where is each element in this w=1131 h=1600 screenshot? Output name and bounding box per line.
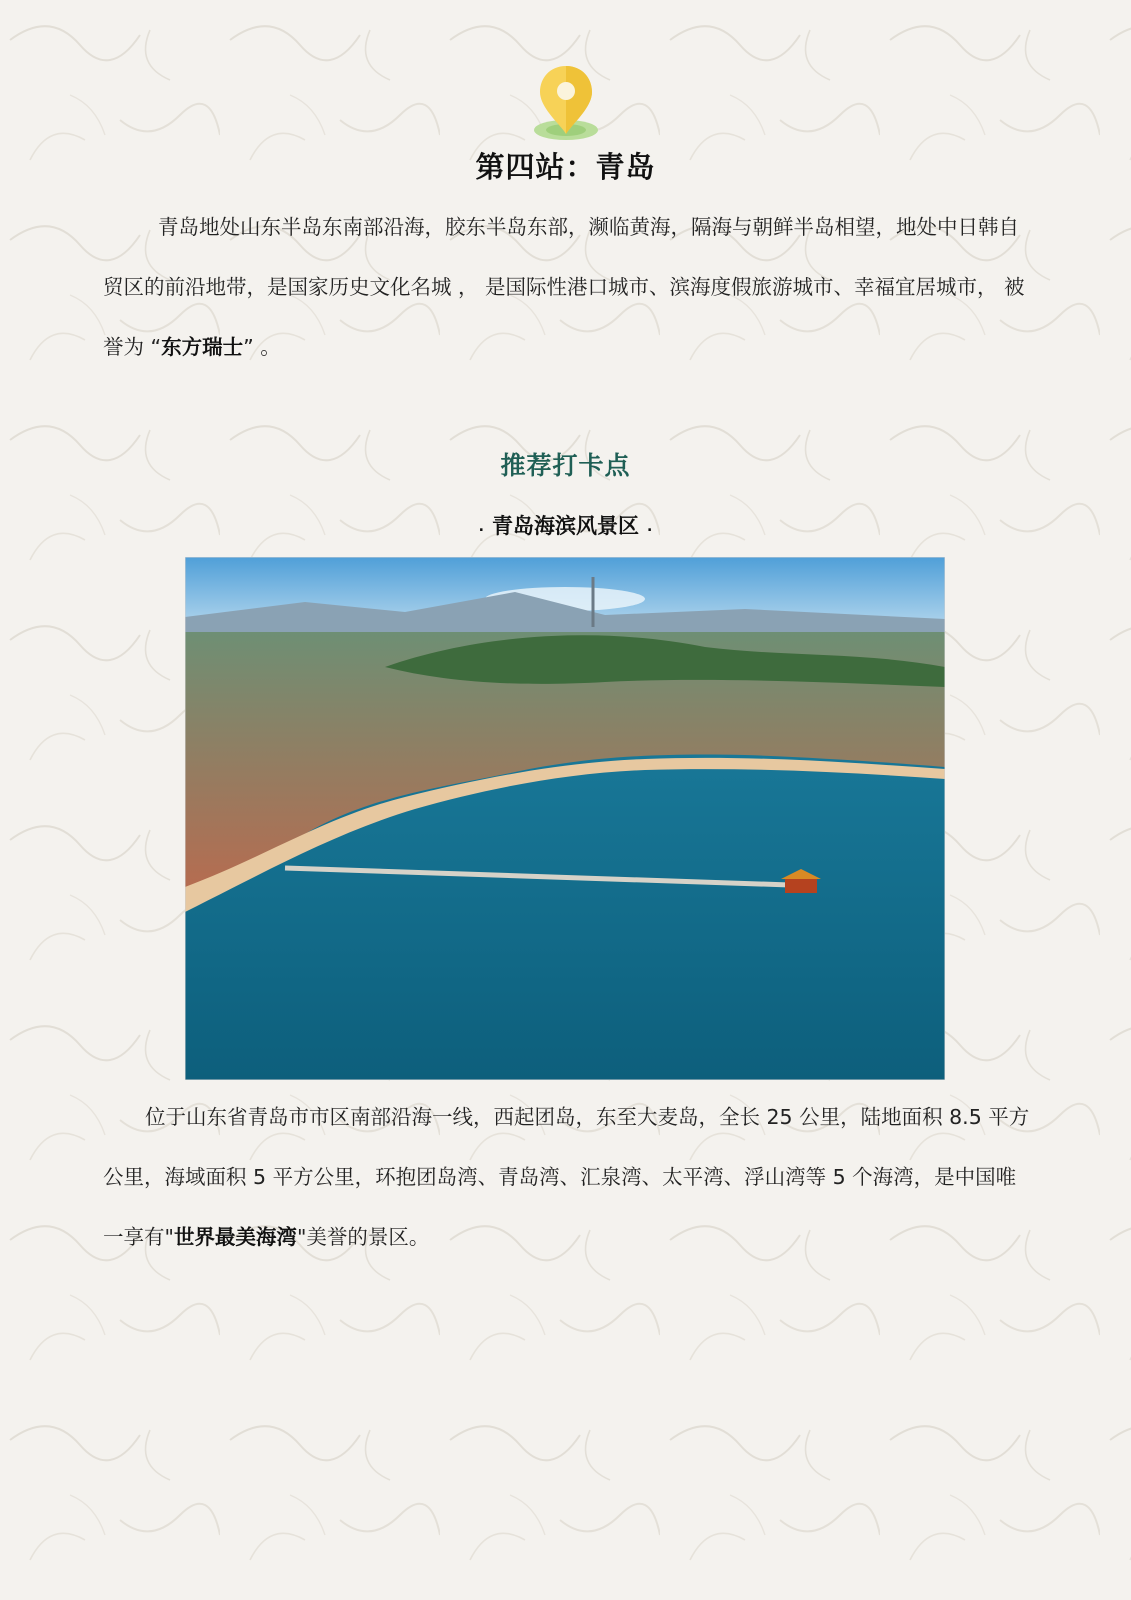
description-text-end: "美誉的景区。 bbox=[296, 1225, 430, 1249]
spot-dot-left: . bbox=[478, 519, 484, 535]
spot-title bbox=[0, 510, 1131, 540]
intro-text: 青岛地处山东半岛东南部沿海，胶东半岛东部，濒临黄海，隔海与朝鲜半岛相望，地处中日韩自贸区的前沿地带，是国家历史文化名城 ， 是国际性港口城市、滨海度假旅游城市、幸福宜居城市， 被誉为 “ bbox=[103, 215, 1025, 359]
seaside-aerial-photo bbox=[185, 557, 945, 1080]
intro-highlight: 东方瑞士 bbox=[161, 335, 244, 359]
intro-text-end: ” 。 bbox=[243, 335, 281, 359]
spot-name: 青岛海滨风景区 bbox=[492, 514, 639, 538]
spot-dot-right: . bbox=[647, 519, 653, 535]
description-text: 位于山东省青岛市市区南部沿海一线，西起团岛，东至大麦岛，全长 25 公里，陆地面积 8.5 平方公里，海域面积 5 平方公里，环抱团岛湾、青岛湾、汇泉湾、太平湾、浮山湾等 5 个海湾，是中国唯一享有" bbox=[103, 1105, 1030, 1249]
description-highlight: 世界最美海湾 bbox=[173, 1225, 297, 1249]
map-pin-icon bbox=[530, 64, 602, 144]
section-heading: 推荐打卡点 bbox=[500, 451, 631, 480]
intro-paragraph bbox=[103, 197, 1033, 377]
page-title: 第四站：青岛 bbox=[475, 150, 656, 184]
spot-description bbox=[103, 1087, 1033, 1267]
